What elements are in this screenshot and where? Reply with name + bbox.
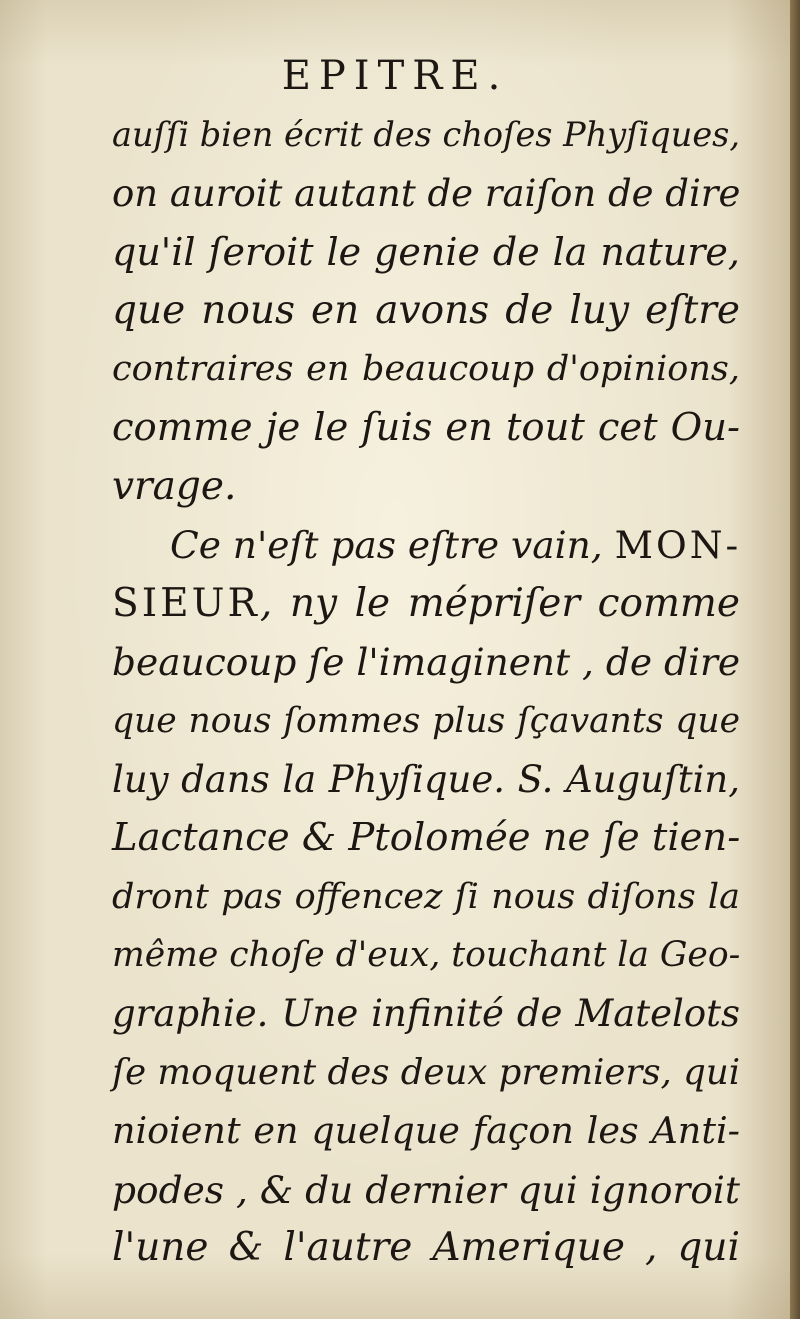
text-line-5: contraires en beaucoup d'opinions, bbox=[112, 349, 740, 390]
text-line-2: on auroit autant de raiſon de dire bbox=[112, 171, 741, 215]
book-fore-edge bbox=[790, 0, 800, 1319]
salutation-monsieur-part-2: SIEUR bbox=[112, 580, 260, 626]
text-line-14: dront pas offencez ſi nous diſons la bbox=[112, 876, 740, 917]
text-line-18: nioient en quelque façon les Anti- bbox=[112, 1109, 740, 1153]
text-line-15: même choſe d'eux, touchant la Geo- bbox=[112, 935, 741, 976]
text-line-4: que nous en avons de luy eſtre bbox=[112, 287, 740, 333]
text-line-8-italic: Ce n'eſt pas eſtre vain, bbox=[170, 523, 615, 568]
text-line-6: comme je le ſuis en tout cet Ou- bbox=[112, 404, 740, 450]
text-line-20: l'une & l'autre Amerique , qui bbox=[112, 1225, 740, 1271]
text-line-3: qu'il ſeroit le genie de la nature, bbox=[112, 230, 740, 275]
text-line-9-italic: , ny le mépriſer comme bbox=[259, 580, 740, 626]
text-line-8 bbox=[112, 516, 740, 575]
body-text bbox=[112, 106, 740, 1278]
running-head: EPITRE. bbox=[281, 53, 509, 99]
text-line-12: luy dans la Phyſique. S. Auguſtin, bbox=[112, 757, 740, 801]
text-line-7: vrage. bbox=[112, 463, 237, 509]
text-line-17: ſe moquent des deux premiers, qui bbox=[112, 1051, 741, 1093]
text-line-13: Lactance & Ptolomée ne ſe tien- bbox=[112, 815, 741, 861]
salutation-monsieur-part-1: MON- bbox=[614, 523, 742, 568]
text-line-11: que nous ſommes plus ſçavants que bbox=[112, 700, 740, 741]
text-line-10: beaucoup ſe l'imaginent , de dire bbox=[112, 640, 741, 685]
text-line-19: podes , & du dernier qui ignoroit bbox=[112, 1167, 740, 1212]
text-line-9 bbox=[112, 575, 740, 634]
text-line-1: auſſi bien écrit des choſes Phyſiques, bbox=[112, 115, 740, 154]
text-line-16: graphie. Une infinité de Matelots bbox=[112, 991, 740, 1035]
